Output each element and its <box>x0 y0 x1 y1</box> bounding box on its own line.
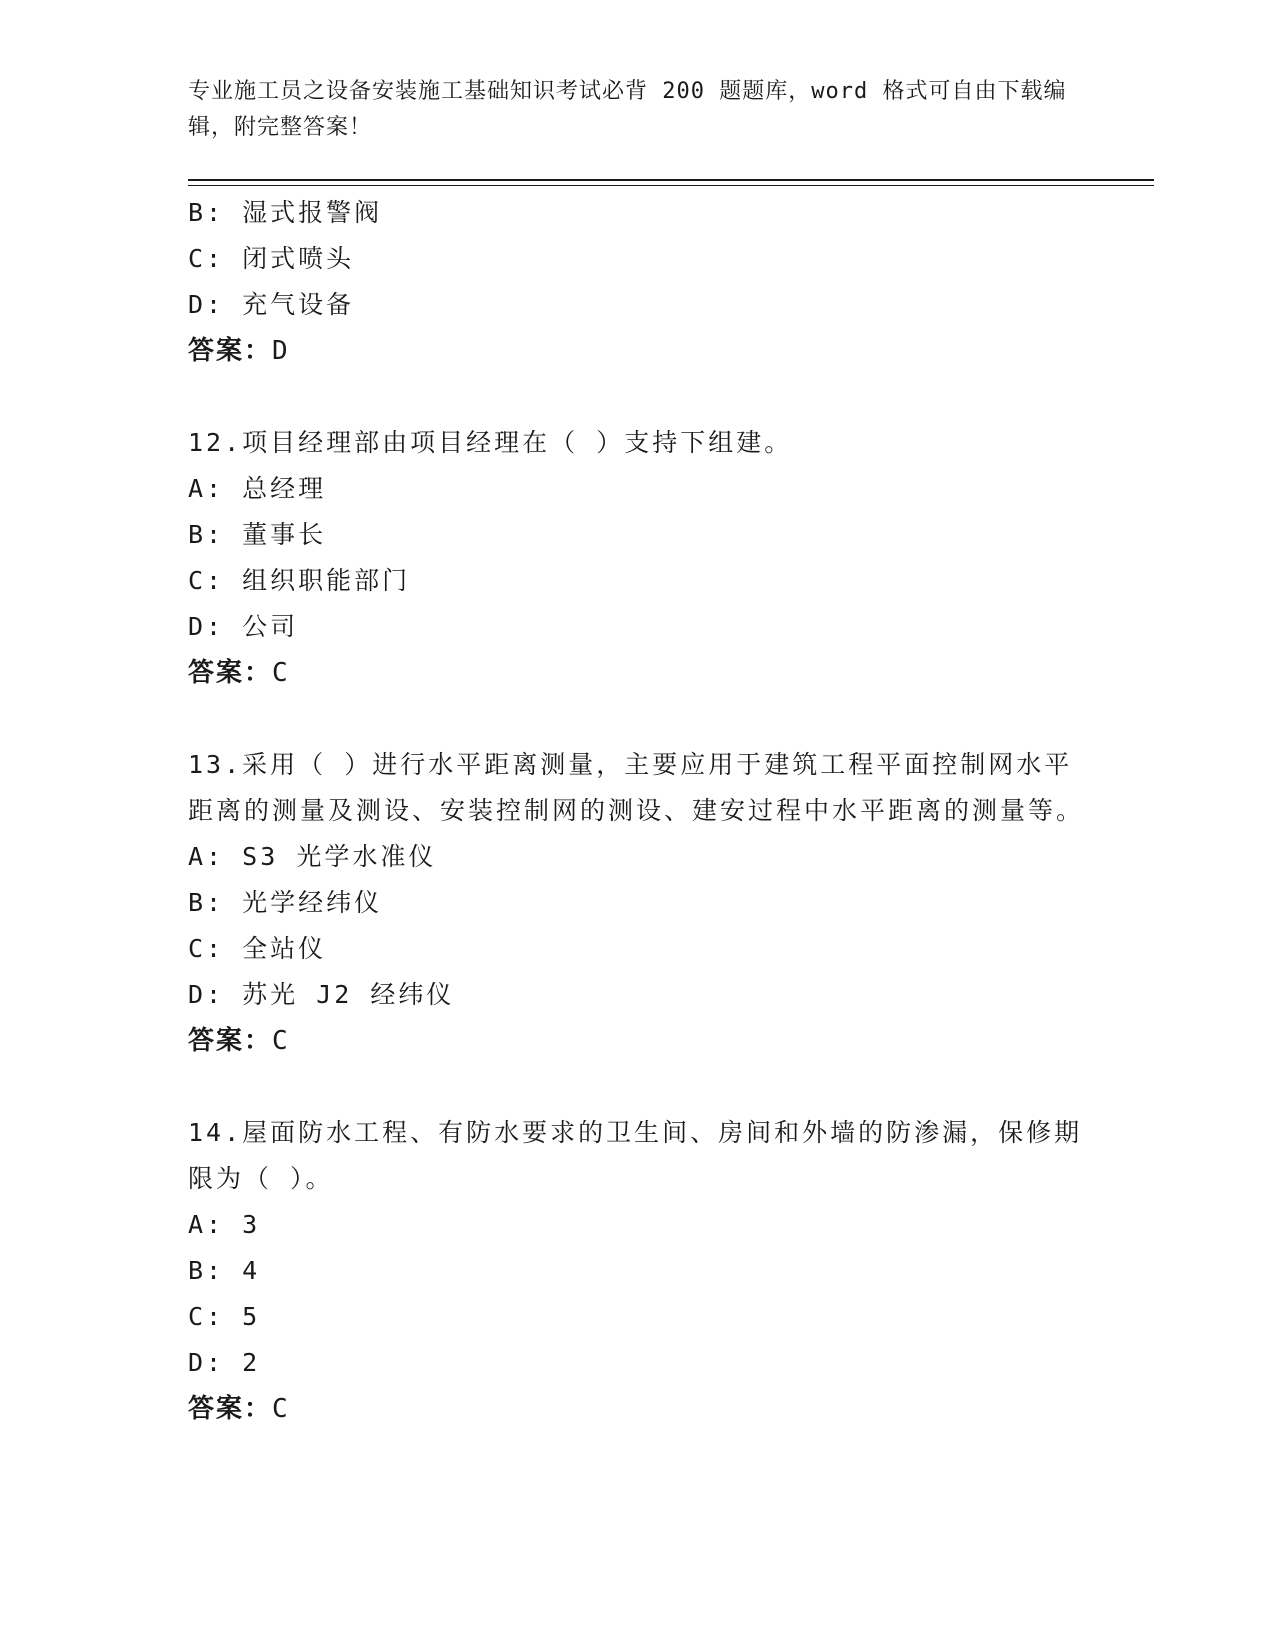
option-b: B: 董事长 <box>188 520 327 549</box>
option-b: B: 光学经纬仪 <box>188 888 383 917</box>
question-stem: 13.采用（ ）进行水平距离测量，主要应用于建筑工程平面控制网水平距离的测量及测设、安装控制网的测设、建安过程中水平距离的测量等。 <box>188 750 1085 825</box>
option-d: D: 公司 <box>188 612 299 641</box>
option-d: D: 苏光 J2 经纬仪 <box>188 980 455 1009</box>
question-13 <box>188 742 1088 1064</box>
document-header <box>188 74 1068 146</box>
option-c: C: 组织职能部门 <box>188 566 411 595</box>
question-block-prev <box>188 190 1088 374</box>
header-divider-thin <box>188 185 1154 186</box>
option-d: D: 充气设备 <box>188 290 355 319</box>
option-b: B: 湿式报警阀 <box>188 198 383 227</box>
option-b: B: 4 <box>188 1256 261 1285</box>
option-a: A: S3 光学水准仪 <box>188 842 437 871</box>
question-14 <box>188 1110 1088 1432</box>
question-stem: 12.项目经理部由项目经理在（ ）支持下组建。 <box>188 428 793 457</box>
question-list <box>188 190 1088 1432</box>
option-a: A: 3 <box>188 1210 261 1239</box>
option-d: D: 2 <box>188 1348 261 1377</box>
answer-line: 答案：C <box>188 658 290 688</box>
question-stem: 14.屋面防水工程、有防水要求的卫生间、房间和外墙的防渗漏，保修期限为（ ）。 <box>188 1118 1083 1193</box>
answer-line: 答案：C <box>188 1026 290 1056</box>
option-a: A: 总经理 <box>188 474 327 503</box>
answer-line: 答案：C <box>188 1394 290 1424</box>
question-12 <box>188 420 1088 696</box>
header-divider <box>188 179 1154 181</box>
option-c: C: 闭式喷头 <box>188 244 355 273</box>
option-c: C: 5 <box>188 1302 261 1331</box>
header-title: 专业施工员之设备安装施工基础知识考试必背 200 题题库，word 格式可自由下载编辑，附完整答案！ <box>188 79 1067 140</box>
option-c: C: 全站仪 <box>188 934 327 963</box>
answer-line: 答案：D <box>188 336 290 366</box>
